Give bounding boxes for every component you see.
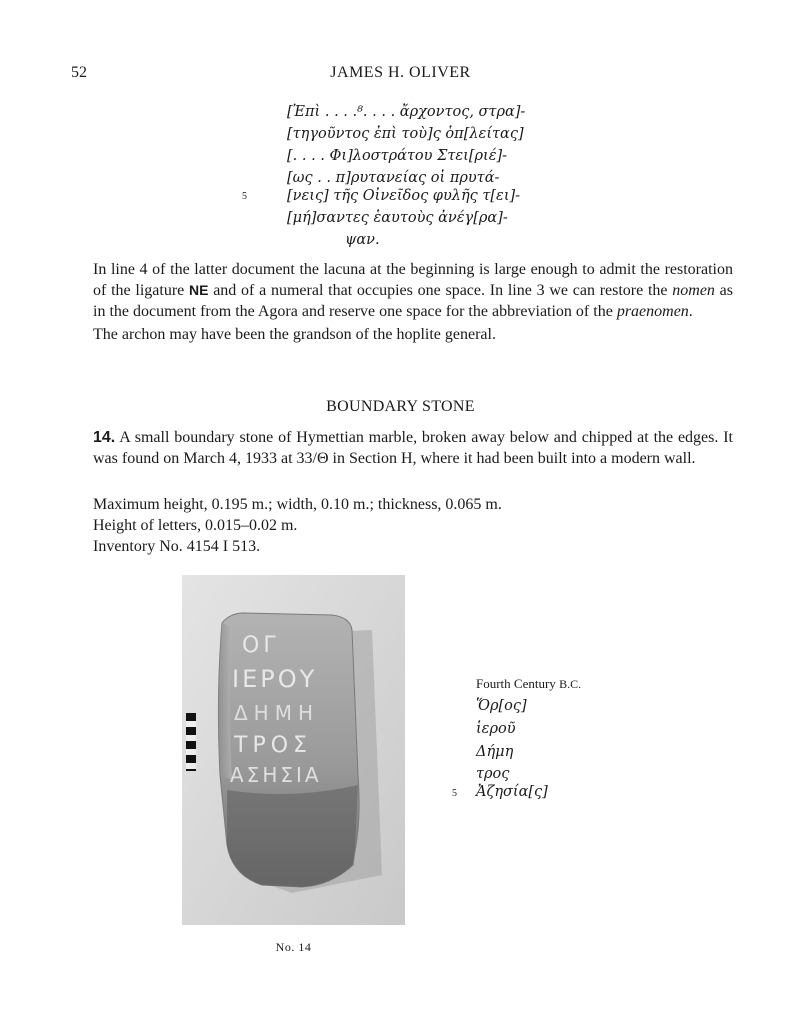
item-description: 14. A small boundary stone of Hymettian marble, broken away below and chipped at the edges. It was found on March 4, 1933 at 33/Θ in Section H, where it had been built into a modern wall. (93, 429, 733, 467)
transcription-line-2: ἱεροῦ (476, 721, 516, 737)
section-heading: BOUNDARY STONE (326, 398, 475, 415)
transcription-line-1: Ὅρ[ος] (476, 698, 527, 714)
inscription-line-5: [νεις] τῆς Οἰνεῖδος φυλῆς τ[ει]- (287, 188, 521, 204)
inscription-line-7: ψαν. (345, 232, 380, 248)
photo-caption: No. 14 (275, 940, 312, 954)
term-praenomen: praenomen (616, 303, 689, 320)
inscription-line-1: [Ἐπὶ . . . .⁸. . . . ἄρχοντος, στρα]- (287, 104, 526, 120)
item-dimensions: Maximum height, 0.195 m.; width, 0.10 m.; thickness, 0.065 m. (93, 496, 502, 513)
item-number: 14. (93, 429, 116, 446)
running-head-author: JAMES H. OLIVER (330, 64, 471, 81)
inscription-line-2: [τηγοῦντος ἐπὶ τοὺ]ς ὁπ[λείτας] (287, 126, 524, 142)
stone-lettering: ΟΓ ΙΕΡΟΥ ΔΗΜΗ ΤΡΟΣ ΑΣΗΣΙΑ (230, 633, 322, 787)
page-number: 52 (71, 64, 87, 81)
transcription-line-number: 5 (452, 788, 457, 799)
stone-photograph (182, 575, 405, 925)
item-letter-height: Height of letters, 0.015–0.02 m. (93, 517, 298, 534)
ligature-ne: NE (189, 282, 209, 298)
transcription-line-3: Δήμη (476, 744, 514, 760)
transcription-line-5: Ἀζησία[ς] (476, 784, 548, 800)
transcription-line-4: τρος (476, 766, 510, 782)
commentary-paragraph-2: The archon may have been the grandson of the hoplite general. (93, 326, 496, 343)
commentary (93, 259, 733, 345)
inscription-line-number: 5 (242, 191, 247, 202)
commentary-paragraph-1: In line 4 of the latter document the lacuna at the beginning is large enough to admit the restoration of the ligature NE and of a numeral that occupies one space. In line 3 we can restore the nomen as in the document from the Agora and reserve one space for the abbreviation of the praenomen. (93, 261, 733, 320)
inscription-line-6: [μή]σαντες ἑαυτοὺς ἀνέγ[ρα]- (287, 210, 508, 226)
inscription-line-4: [ως . . π]ρυτανείας οἱ πρυτά- (287, 170, 500, 186)
term-nomen: nomen (672, 282, 715, 299)
transcription-date: Fourth Century B.C. (476, 676, 582, 691)
inscription-line-3: [. . . . Φι]λοστράτου Στει[ριέ]- (287, 148, 508, 164)
item-inventory: Inventory No. 4154 I 513. (93, 538, 261, 555)
